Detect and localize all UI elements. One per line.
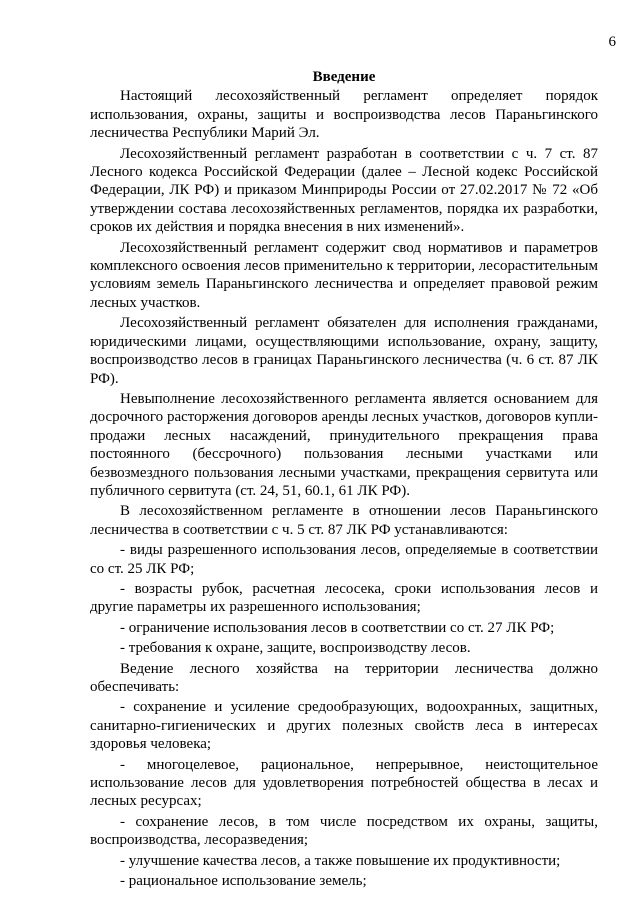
list-item: - сохранение лесов, в том числе посредством их охраны, защиты, воспроизводства, лесоразведения;	[90, 813, 598, 849]
list-item: - улучшение качества лесов, а также повышение их продуктивности;	[120, 852, 561, 869]
list-item: - виды разрешенного использования лесов, определяемые в соответствии со ст. 25 ЛК РФ;	[90, 542, 598, 577]
paragraph-established-intro: В лесохозяйственном регламенте в отношении лесов Параньгинского лесничества в соответствии с ч. 5 ст. 87 ЛК РФ устанавливаются:	[90, 503, 598, 538]
paragraph-non-compliance: Невыполнение лесохозяйственного регламента является основанием для досрочного расторжения договоров аренды лесных участков, договоров купли-продажи лесных насаждений, принудительного прекращения права постоянного (бессрочного) пользования лесными участками или безвозмездного пользования лесными участками, прекращения сервитута или публичного сервитута (ст. 24, 51, 60.1, 61 ЛК РФ).	[90, 390, 598, 499]
paragraph-legal-basis: Лесохозяйственный регламент разработан в соответствии с ч. 7 ст. 87 Лесного кодекса Российской Федерации (далее – Лесной кодекс Российской Федерации, ЛК РФ) и приказом Минприроды России от 27.02.2017 № 72 «Об утверждении состава лесохозяйственных регламентов, порядка их разработки, сроков их действия и порядка внесения в них изменений».	[90, 145, 598, 236]
paragraph-management-intro: Ведение лесного хозяйства на территории лесничества должно обеспечивать:	[90, 660, 598, 695]
list-item: - многоцелевое, рациональное, непрерывное, неистощительное использование лесов для удовлетворения потребностей общества в лесах и лесных ресурсах;	[90, 756, 598, 810]
section-title: Введение	[312, 69, 376, 85]
document-body	[90, 68, 598, 892]
paragraph-purpose: Настоящий лесохозяйственный регламент определяет порядок использования, охраны, защиты и воспроизводства лесов Параньгинского лесничества Республики Марий Эл.	[90, 88, 598, 142]
page-number: 6	[608, 34, 616, 50]
list-item: - сохранение и усиление средообразующих, водоохранных, защитных, санитарно-гигиенических и других полезных свойств леса в интересах здоровья человека;	[90, 699, 598, 753]
list-item: - требования к охране, защите, воспроизводству лесов.	[120, 640, 471, 657]
paragraph-obligation: Лесохозяйственный регламент обязателен для исполнения гражданами, юридическими лицами, осуществляющими использование, охрану, защиту, воспроизводство лесов в границах Параньгинского лесничества (ч. 6 ст. 87 ЛК РФ).	[90, 315, 598, 387]
paragraph-content: Лесохозяйственный регламент содержит свод нормативов и параметров комплексного освоения лесов применительно к территории, лесорастительным условиям земель Параньгинского лесничества и определяет правовой режим лесных участков.	[90, 239, 598, 311]
list-item: - ограничение использования лесов в соответствии со ст. 27 ЛК РФ;	[120, 619, 555, 636]
list-item: - рациональное использование земель;	[120, 873, 367, 890]
list-item: - возрасты рубок, расчетная лесосека, сроки использования лесов и другие параметры их разрешенного использования;	[90, 580, 598, 616]
